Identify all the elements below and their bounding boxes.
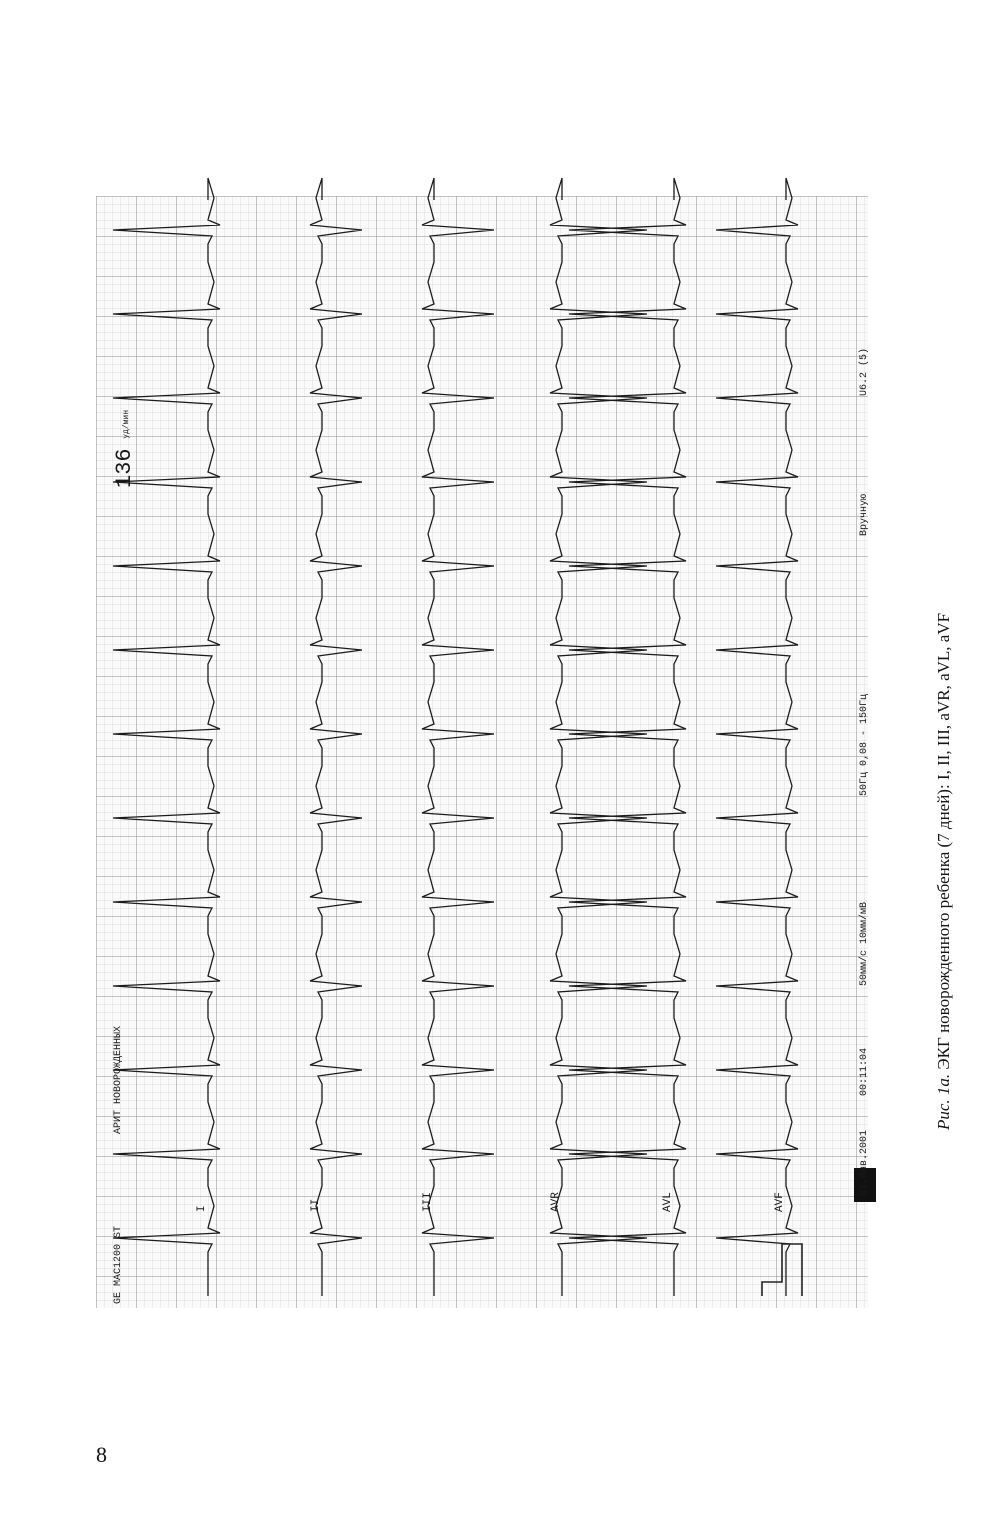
lead-label-avr: AVR [550, 1192, 562, 1212]
figure-caption-text: ЭКГ новорожденного ребенка (7 дней): I, II, III, aVR, aVL, aVF [934, 612, 953, 1070]
software-version: U6.2 (5) [859, 347, 870, 396]
lead-label-ii: II [310, 1198, 322, 1212]
ecg-grid [96, 196, 868, 1308]
lead-label-avl: AVL [662, 1192, 674, 1212]
filter-settings: 50Гц 0,08 - 150Гц [859, 693, 870, 796]
device-model: GE MAC1200 ST [113, 1225, 124, 1304]
figure-label: Рис. 1а. [934, 1073, 953, 1130]
ecg-strip [96, 196, 868, 1308]
program-name: АРИТ НОВОРОЖДЕННЫХ [113, 1025, 124, 1134]
recording-mode: Вручную [859, 493, 870, 536]
speed-gain-settings: 50мм/с 10мм/мВ [859, 901, 870, 986]
lead-label-iii: III [422, 1192, 434, 1212]
page-number: 8 [96, 1442, 107, 1467]
record-time: 00:11:04 [859, 1047, 870, 1096]
lead-label-i: I [196, 1205, 208, 1212]
figure-caption [934, 613, 954, 1130]
lead-label-avf: AVF [774, 1192, 786, 1212]
heart-rate-unit: уд/мин [122, 409, 131, 439]
record-date: 01.Янв.2001 [859, 1129, 870, 1196]
heart-rate-value: 136 [112, 448, 137, 488]
